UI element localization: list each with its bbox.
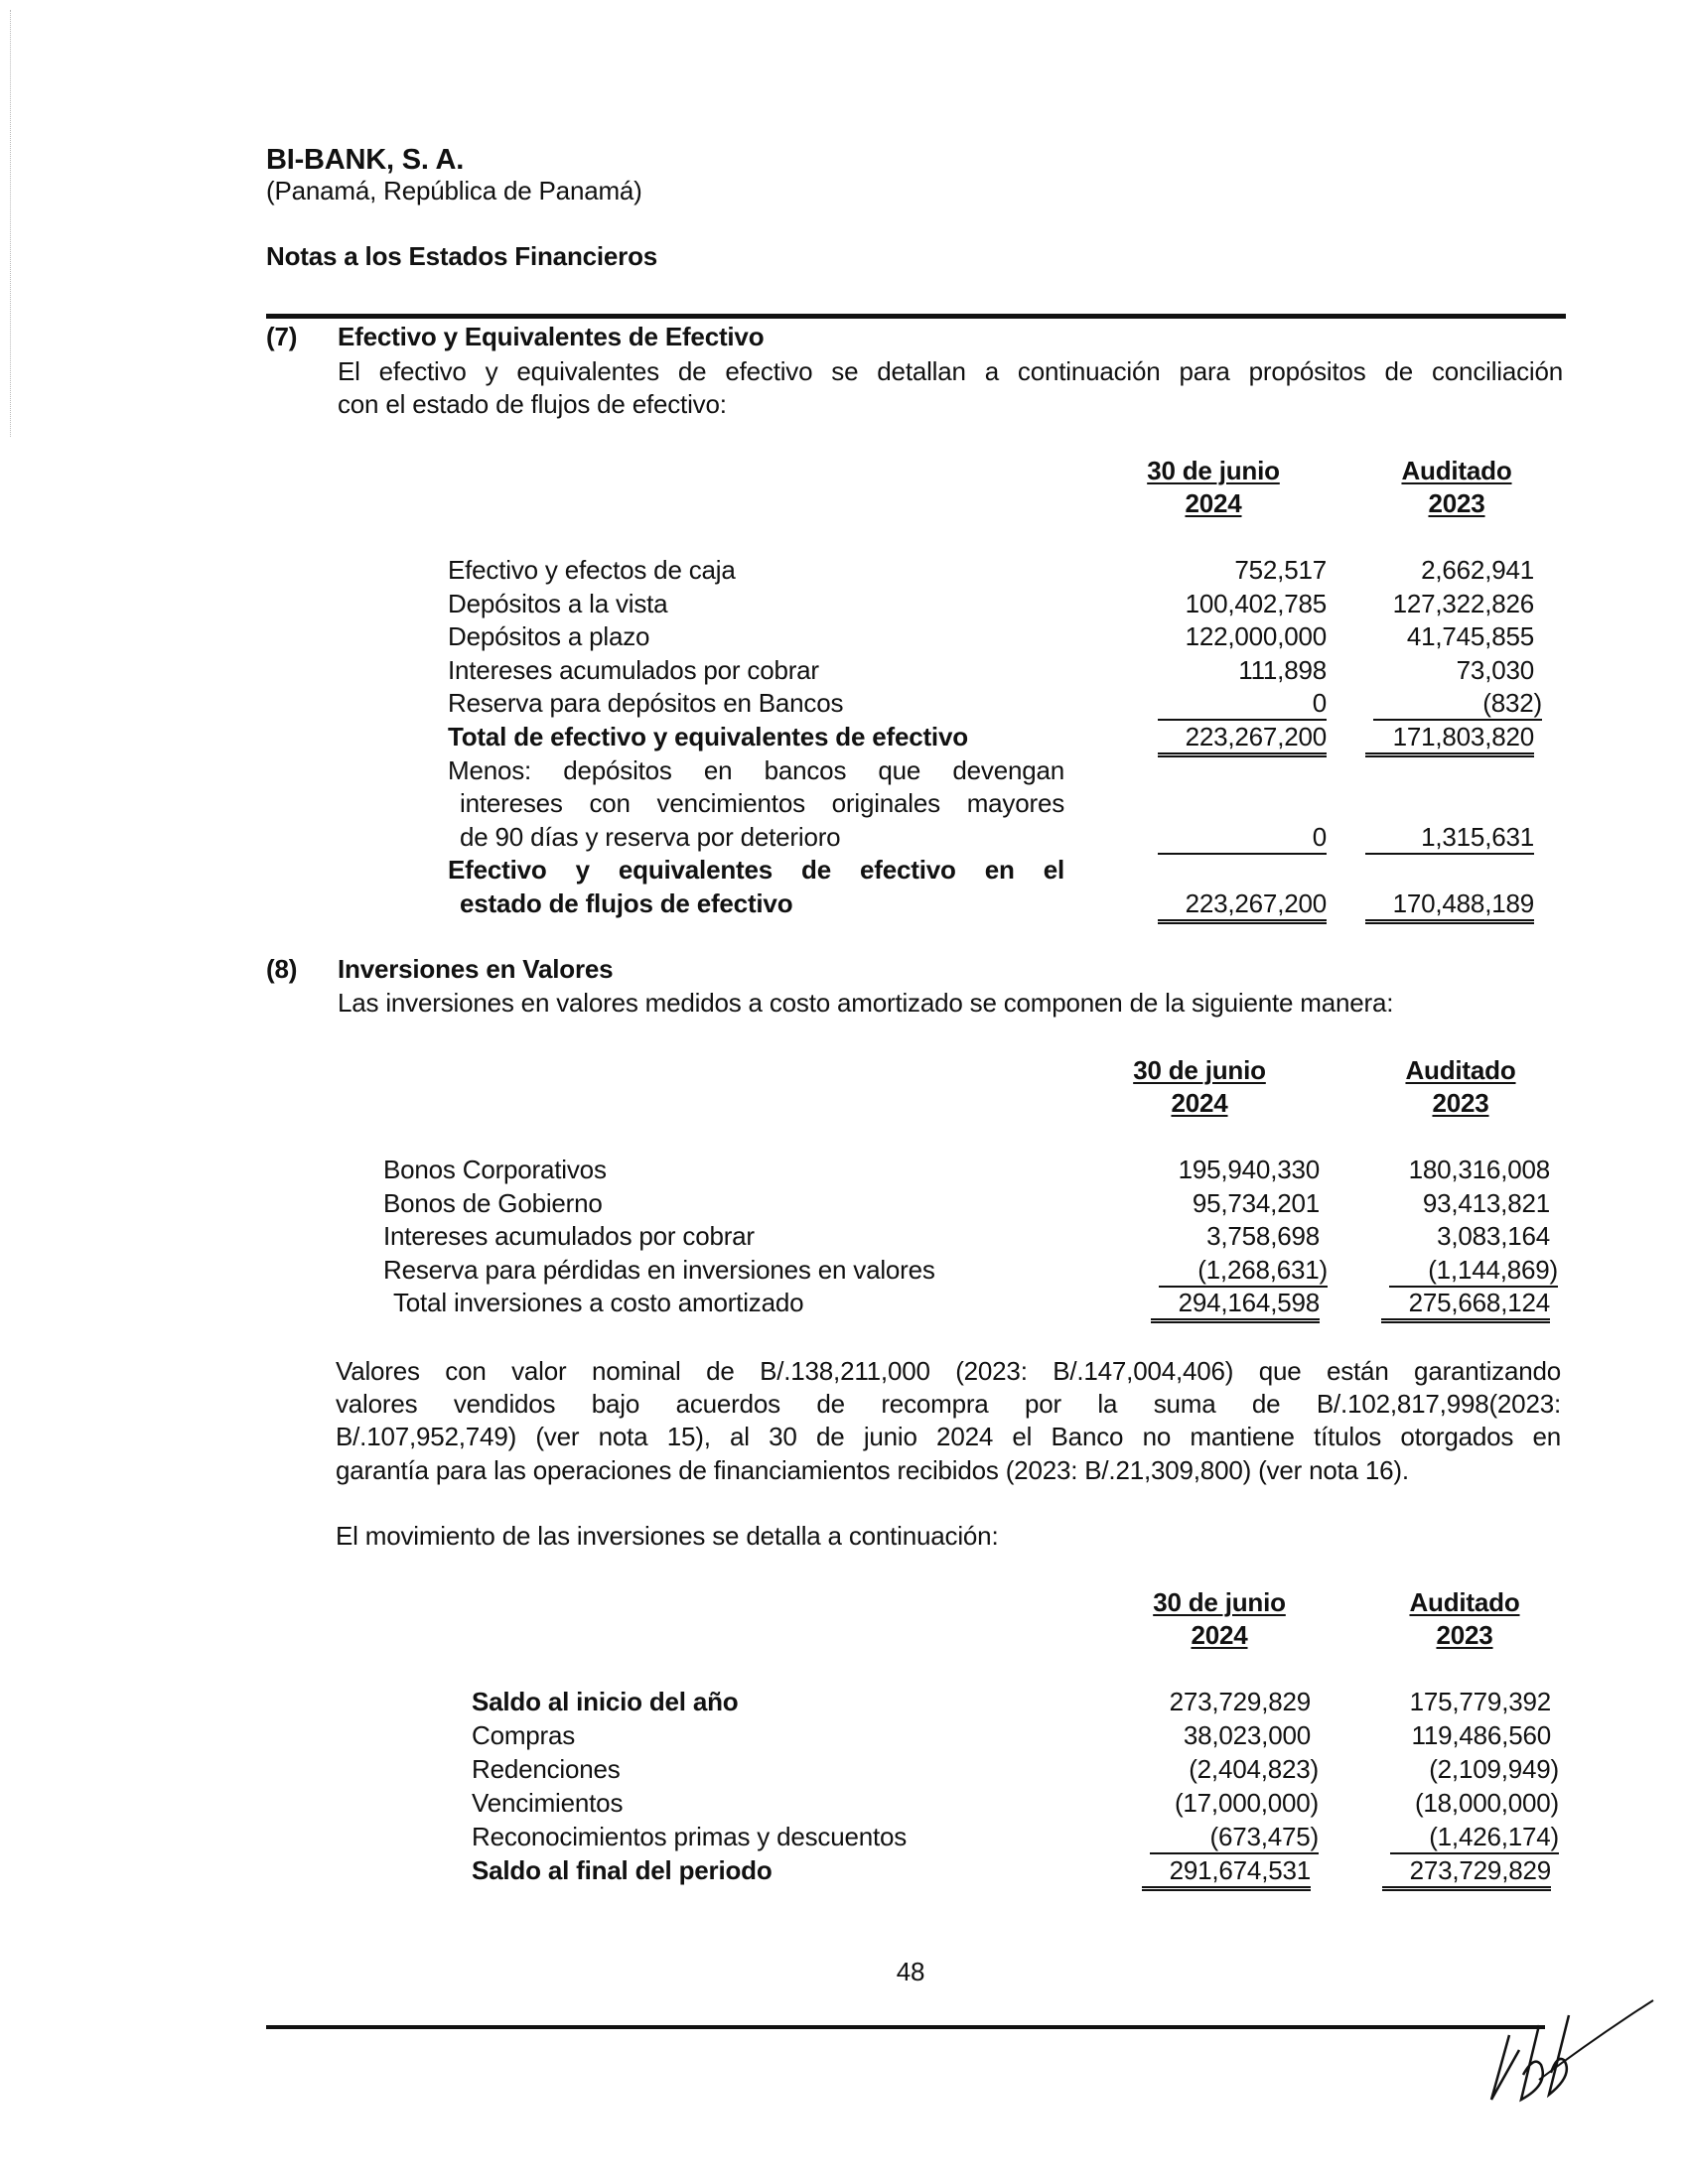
investments-cell-2024: 3,758,698	[1206, 1221, 1320, 1251]
scan-edge-marks	[10, 10, 12, 437]
cash-cell-2023: 73,030	[1456, 654, 1534, 685]
movement-column-header-2-line2	[1355, 1618, 1574, 1652]
document-title: Notas a los Estados Financieros	[266, 241, 658, 271]
cash-column-header-1-line1	[1104, 454, 1323, 487]
investments-row-label: Total inversiones a costo amortizado	[393, 1288, 804, 1317]
movement-column-header-text: 2024	[1191, 1620, 1248, 1650]
movement-cell-2024: (17,000,000)	[1174, 1788, 1319, 1818]
cash-column-header-text: 2023	[1428, 488, 1485, 518]
cash-cell-2023: 41,745,855	[1406, 621, 1534, 652]
movement-cell-2023: 119,486,560	[1411, 1720, 1551, 1750]
cash-column-header-2-line1	[1347, 454, 1566, 487]
investments-row-label: Intereses acumulados por cobrar	[383, 1221, 755, 1251]
cash-column-header-2-line2	[1347, 486, 1566, 520]
movement-intro: El movimiento de las inversiones se detalla a continuación:	[336, 1521, 999, 1551]
cash-row-label: de 90 días y reserva por deterioro	[460, 821, 841, 852]
investments-cell-2024: 294,164,598	[1151, 1288, 1320, 1323]
header-divider	[266, 314, 1566, 319]
signature-icon	[1479, 1995, 1658, 2110]
cash-row-label: Intereses acumulados por cobrar	[448, 654, 819, 685]
movement-row-label: Redenciones	[472, 1754, 621, 1784]
cash-column-header-1-line2	[1104, 486, 1323, 520]
cash-row-label: Efectivo y efectos de caja	[448, 555, 736, 585]
movement-column-header-text: 30 de junio	[1153, 1587, 1286, 1617]
investments-column-header-text: Auditado	[1405, 1055, 1516, 1085]
investments-row-label: Bonos Corporativos	[383, 1155, 607, 1184]
cash-cell-2024: 0	[1158, 822, 1327, 855]
cash-cell-2024: 0	[1158, 688, 1327, 721]
movement-row-label: Compras	[472, 1720, 576, 1750]
investments-cell-2023: 3,083,164	[1437, 1221, 1550, 1251]
company-name: BI-BANK, S. A.	[266, 144, 465, 176]
cash-cell-2023: 170,488,189	[1365, 888, 1534, 924]
cash-cell-2024: 752,517	[1234, 555, 1327, 585]
note-8-title: Inversiones en Valores	[338, 954, 614, 984]
movement-cell-2023: (2,109,949)	[1429, 1754, 1559, 1784]
cash-cell-2024: 111,898	[1238, 654, 1327, 685]
cash-cell-2023: 2,662,941	[1421, 555, 1534, 585]
cash-column-header-text: 2024	[1185, 488, 1242, 518]
movement-column-header-2-line1	[1355, 1585, 1574, 1619]
movement-row-label: Vencimientos	[472, 1788, 624, 1818]
note-7-number: (7)	[266, 322, 298, 351]
movement-column-header-text: Auditado	[1409, 1587, 1520, 1617]
cash-row-label: Efectivo y equivalentes de efectivo en el	[448, 855, 1064, 886]
investments-row-label: Bonos de Gobierno	[383, 1187, 603, 1218]
cash-row-label: Depósitos a la vista	[448, 588, 668, 618]
cash-cell-2024: 100,402,785	[1185, 588, 1327, 618]
cash-column-header-text: 30 de junio	[1147, 456, 1280, 485]
cash-cell-2024: 223,267,200	[1158, 722, 1327, 757]
note-8-paragraph-line-2: valores vendidos bajo acuerdos de recompra por la suma de B/.102,817,998(2023:	[336, 1389, 1561, 1419]
movement-cell-2023: 273,729,829	[1382, 1855, 1551, 1891]
movement-cell-2024: 273,729,829	[1169, 1687, 1311, 1716]
note-7-intro-line-1: El efectivo y equivalentes de efectivo se detallan a continuación para propósitos de conciliación	[338, 356, 1563, 386]
investments-column-header-1-line1	[1090, 1053, 1309, 1087]
note-8-number: (8)	[266, 954, 298, 984]
movement-row-label: Saldo al final del periodo	[472, 1855, 773, 1885]
movement-cell-2023: (18,000,000)	[1414, 1788, 1559, 1818]
movement-row-label: Reconocimientos primas y descuentos	[472, 1822, 908, 1851]
movement-cell-2023: (1,426,174)	[1390, 1822, 1559, 1854]
investments-column-header-text: 2023	[1432, 1088, 1489, 1118]
investments-cell-2024: 195,940,330	[1178, 1155, 1320, 1184]
cash-row-label: Menos: depósitos en bancos que devengan	[448, 754, 1064, 785]
investments-column-header-text: 2024	[1171, 1088, 1228, 1118]
cash-column-header-text: Auditado	[1401, 456, 1512, 485]
movement-column-header-text: 2023	[1436, 1620, 1493, 1650]
note-7-title: Efectivo y Equivalentes de Efectivo	[338, 322, 765, 351]
note-8-intro: Las inversiones en valores medidos a costo amortizado se componen de la siguiente manera:	[338, 988, 1394, 1018]
cash-row-label: intereses con vencimientos originales mayores	[460, 788, 1064, 819]
cash-cell-2024: 122,000,000	[1185, 621, 1327, 652]
movement-cell-2024: 38,023,000	[1183, 1720, 1311, 1750]
movement-column-header-1-line1	[1110, 1585, 1329, 1619]
cash-cell-2024: 223,267,200	[1158, 888, 1327, 924]
note-7-intro-line-2: con el estado de flujos de efectivo:	[338, 389, 727, 419]
investments-cell-2024: (1,268,631)	[1159, 1255, 1328, 1288]
cash-row-label: Reserva para depósitos en Bancos	[448, 688, 844, 719]
cash-row-label: Total de efectivo y equivalentes de efectivo	[448, 722, 968, 751]
movement-cell-2024: (673,475)	[1150, 1822, 1319, 1854]
investments-cell-2023: 275,668,124	[1381, 1288, 1550, 1323]
investments-cell-2023: (1,144,869)	[1389, 1255, 1558, 1288]
movement-cell-2024: 291,674,531	[1142, 1855, 1311, 1891]
note-8-paragraph-line-3: B/.107,952,749) (ver nota 15), al 30 de junio 2024 el Banco no mantiene títulos otorgados en	[336, 1422, 1561, 1451]
investments-column-header-2-line1	[1351, 1053, 1570, 1087]
movement-column-header-1-line2	[1110, 1618, 1329, 1652]
cash-row-label: Depósitos a plazo	[448, 621, 650, 652]
note-8-paragraph-line-1: Valores con valor nominal de B/.138,211,000 (2023: B/.147,004,406) que están garantizando	[336, 1356, 1561, 1386]
footer-divider	[266, 2025, 1545, 2029]
investments-cell-2023: 180,316,008	[1408, 1155, 1550, 1184]
investments-cell-2023: 93,413,821	[1422, 1187, 1550, 1218]
cash-row-label: estado de flujos de efectivo	[460, 888, 793, 918]
company-location: (Panamá, República de Panamá)	[266, 176, 642, 205]
investments-row-label: Reserva para pérdidas en inversiones en valores	[383, 1254, 935, 1285]
page-number: 48	[896, 1957, 925, 1986]
movement-cell-2024: (2,404,823)	[1189, 1754, 1319, 1784]
investments-cell-2024: 95,734,201	[1192, 1187, 1320, 1218]
investments-column-header-text: 30 de junio	[1133, 1055, 1266, 1085]
investments-column-header-1-line2	[1090, 1086, 1309, 1120]
cash-cell-2023: 127,322,826	[1392, 588, 1534, 618]
cash-cell-2023: 1,315,631	[1365, 822, 1534, 855]
note-8-paragraph-line-4: garantía para las operaciones de financiamientos recibidos (2023: B/.21,309,800) (ver nota 16).	[336, 1455, 1409, 1485]
cash-cell-2023: 171,803,820	[1365, 722, 1534, 757]
investments-column-header-2-line2	[1351, 1086, 1570, 1120]
movement-row-label: Saldo al inicio del año	[472, 1687, 739, 1716]
movement-cell-2023: 175,779,392	[1409, 1687, 1551, 1716]
cash-cell-2023: (832)	[1373, 688, 1542, 721]
